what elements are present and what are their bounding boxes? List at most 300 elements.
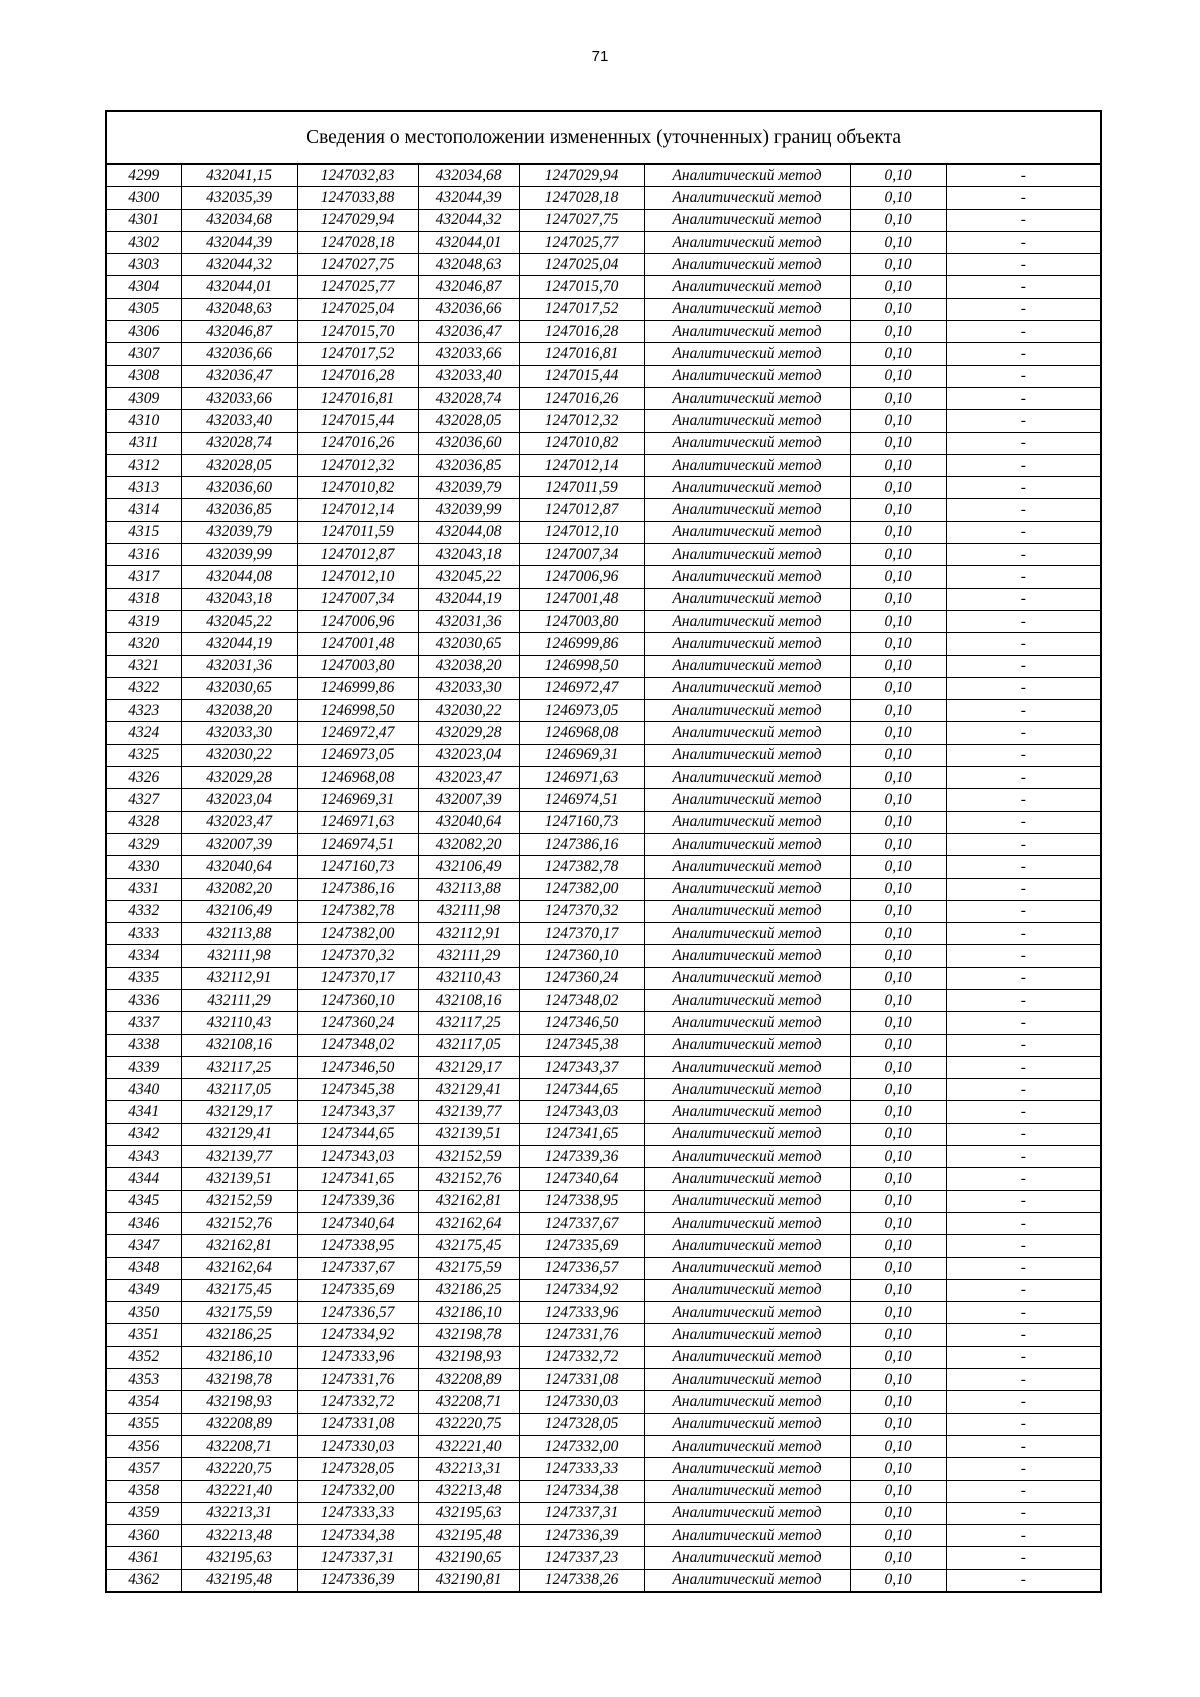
method-cell: Аналитический метод: [644, 164, 850, 187]
description-cell: -: [946, 499, 1101, 521]
point-number-cell: 4332: [106, 900, 181, 922]
accuracy-cell: 0,10: [850, 856, 946, 878]
description-cell: -: [946, 1190, 1101, 1212]
old-x-cell: 432129,41: [181, 1123, 297, 1145]
old-x-cell: 432213,31: [181, 1502, 297, 1524]
point-number-cell: 4299: [106, 164, 181, 187]
new-y-cell: 1246973,05: [519, 700, 644, 722]
table-row: [106, 1279, 1101, 1301]
old-x-cell: 432220,75: [181, 1458, 297, 1480]
accuracy-cell: 0,10: [850, 1391, 946, 1413]
description-cell: -: [946, 1257, 1101, 1279]
description-cell: -: [946, 1369, 1101, 1391]
old-y-cell: 1247331,76: [297, 1369, 418, 1391]
table-row: [106, 1056, 1101, 1078]
method-cell: Аналитический метод: [644, 833, 850, 855]
point-number-cell: 4347: [106, 1235, 181, 1257]
new-y-cell: 1247343,37: [519, 1056, 644, 1078]
old-y-cell: 1247029,94: [297, 209, 418, 231]
table-row: [106, 967, 1101, 989]
point-number-cell: 4302: [106, 231, 181, 253]
new-x-cell: 432113,88: [418, 878, 519, 900]
new-x-cell: 432208,89: [418, 1369, 519, 1391]
method-cell: Аналитический метод: [644, 1257, 850, 1279]
method-cell: Аналитический метод: [644, 923, 850, 945]
new-y-cell: 1247025,77: [519, 231, 644, 253]
point-number-cell: 4343: [106, 1146, 181, 1168]
old-x-cell: 432162,64: [181, 1257, 297, 1279]
old-x-cell: 432195,48: [181, 1569, 297, 1592]
new-x-cell: 432044,19: [418, 588, 519, 610]
old-x-cell: 432030,65: [181, 677, 297, 699]
description-cell: -: [946, 1168, 1101, 1190]
old-y-cell: 1247032,83: [297, 164, 418, 187]
new-x-cell: 432036,47: [418, 321, 519, 343]
description-cell: -: [946, 1346, 1101, 1368]
description-cell: -: [946, 1324, 1101, 1346]
new-y-cell: 1247016,81: [519, 343, 644, 365]
method-cell: Аналитический метод: [644, 1413, 850, 1435]
table-row: [106, 900, 1101, 922]
old-y-cell: 1247001,48: [297, 633, 418, 655]
table-row: [106, 1369, 1101, 1391]
description-cell: -: [946, 566, 1101, 588]
method-cell: Аналитический метод: [644, 900, 850, 922]
new-y-cell: 1247011,59: [519, 477, 644, 499]
old-y-cell: 1247012,87: [297, 544, 418, 566]
new-y-cell: 1247338,26: [519, 1569, 644, 1592]
description-cell: -: [946, 1235, 1101, 1257]
old-x-cell: 432041,15: [181, 164, 297, 187]
accuracy-cell: 0,10: [850, 610, 946, 632]
new-y-cell: 1247335,69: [519, 1235, 644, 1257]
description-cell: -: [946, 365, 1101, 387]
table-row: [106, 321, 1101, 343]
new-y-cell: 1246999,86: [519, 633, 644, 655]
method-cell: Аналитический метод: [644, 945, 850, 967]
point-number-cell: 4324: [106, 722, 181, 744]
method-cell: Аналитический метод: [644, 655, 850, 677]
old-y-cell: 1247328,05: [297, 1458, 418, 1480]
point-number-cell: 4305: [106, 298, 181, 320]
point-number-cell: 4307: [106, 343, 181, 365]
old-y-cell: 1247346,50: [297, 1056, 418, 1078]
table-row: [106, 1079, 1101, 1101]
table-row: [106, 1391, 1101, 1413]
old-x-cell: 432139,77: [181, 1146, 297, 1168]
description-cell: -: [946, 164, 1101, 187]
old-y-cell: 1247336,57: [297, 1302, 418, 1324]
old-x-cell: 432033,30: [181, 722, 297, 744]
new-y-cell: 1247003,80: [519, 610, 644, 632]
new-x-cell: 432028,05: [418, 410, 519, 432]
description-cell: -: [946, 1458, 1101, 1480]
description-cell: -: [946, 231, 1101, 253]
accuracy-cell: 0,10: [850, 1257, 946, 1279]
new-x-cell: 432186,10: [418, 1302, 519, 1324]
point-number-cell: 4353: [106, 1369, 181, 1391]
accuracy-cell: 0,10: [850, 477, 946, 499]
accuracy-cell: 0,10: [850, 1034, 946, 1056]
accuracy-cell: 0,10: [850, 677, 946, 699]
point-number-cell: 4331: [106, 878, 181, 900]
table-row: [106, 477, 1101, 499]
method-cell: Аналитический метод: [644, 1302, 850, 1324]
new-y-cell: 1247338,95: [519, 1190, 644, 1212]
point-number-cell: 4316: [106, 544, 181, 566]
accuracy-cell: 0,10: [850, 254, 946, 276]
new-x-cell: 432036,85: [418, 454, 519, 476]
table-row: [106, 1257, 1101, 1279]
new-y-cell: 1247370,17: [519, 923, 644, 945]
accuracy-cell: 0,10: [850, 164, 946, 187]
point-number-cell: 4360: [106, 1525, 181, 1547]
point-number-cell: 4325: [106, 744, 181, 766]
point-number-cell: 4328: [106, 811, 181, 833]
description-cell: -: [946, 1391, 1101, 1413]
description-cell: -: [946, 1212, 1101, 1234]
old-x-cell: 432186,10: [181, 1346, 297, 1368]
old-x-cell: 432045,22: [181, 610, 297, 632]
table-row: [106, 1168, 1101, 1190]
method-cell: Аналитический метод: [644, 499, 850, 521]
new-x-cell: 432139,51: [418, 1123, 519, 1145]
accuracy-cell: 0,10: [850, 1212, 946, 1234]
old-x-cell: 432029,28: [181, 767, 297, 789]
old-y-cell: 1247339,36: [297, 1190, 418, 1212]
old-y-cell: 1246968,08: [297, 767, 418, 789]
new-x-cell: 432028,74: [418, 387, 519, 409]
table-row: [106, 633, 1101, 655]
old-x-cell: 432175,59: [181, 1302, 297, 1324]
old-x-cell: 432112,91: [181, 967, 297, 989]
accuracy-cell: 0,10: [850, 1101, 946, 1123]
accuracy-cell: 0,10: [850, 655, 946, 677]
accuracy-cell: 0,10: [850, 365, 946, 387]
accuracy-cell: 0,10: [850, 923, 946, 945]
old-x-cell: 432036,60: [181, 477, 297, 499]
description-cell: -: [946, 387, 1101, 409]
description-cell: -: [946, 1502, 1101, 1524]
description-cell: -: [946, 655, 1101, 677]
old-y-cell: 1247025,77: [297, 276, 418, 298]
new-y-cell: 1247007,34: [519, 544, 644, 566]
description-cell: -: [946, 967, 1101, 989]
old-x-cell: 432152,59: [181, 1190, 297, 1212]
new-y-cell: 1247328,05: [519, 1413, 644, 1435]
point-number-cell: 4303: [106, 254, 181, 276]
description-cell: -: [946, 744, 1101, 766]
table-row: [106, 1302, 1101, 1324]
old-x-cell: 432152,76: [181, 1212, 297, 1234]
table-title-row: [106, 111, 1101, 164]
point-number-cell: 4348: [106, 1257, 181, 1279]
method-cell: Аналитический метод: [644, 343, 850, 365]
description-cell: -: [946, 1079, 1101, 1101]
accuracy-cell: 0,10: [850, 1413, 946, 1435]
old-x-cell: 432082,20: [181, 878, 297, 900]
old-y-cell: 1246969,31: [297, 789, 418, 811]
old-y-cell: 1247370,17: [297, 967, 418, 989]
old-y-cell: 1247360,24: [297, 1012, 418, 1034]
old-y-cell: 1247332,72: [297, 1391, 418, 1413]
old-x-cell: 432129,17: [181, 1101, 297, 1123]
method-cell: Аналитический метод: [644, 1369, 850, 1391]
accuracy-cell: 0,10: [850, 1146, 946, 1168]
accuracy-cell: 0,10: [850, 744, 946, 766]
accuracy-cell: 0,10: [850, 432, 946, 454]
old-y-cell: 1247340,64: [297, 1212, 418, 1234]
new-x-cell: 432152,59: [418, 1146, 519, 1168]
new-x-cell: 432190,65: [418, 1547, 519, 1569]
method-cell: Аналитический метод: [644, 677, 850, 699]
table-row: [106, 276, 1101, 298]
new-x-cell: 432152,76: [418, 1168, 519, 1190]
new-x-cell: 432036,60: [418, 432, 519, 454]
new-x-cell: 432030,65: [418, 633, 519, 655]
accuracy-cell: 0,10: [850, 387, 946, 409]
table-row: [106, 432, 1101, 454]
old-y-cell: 1247343,37: [297, 1101, 418, 1123]
new-x-cell: 432023,04: [418, 744, 519, 766]
method-cell: Аналитический метод: [644, 1079, 850, 1101]
new-x-cell: 432213,48: [418, 1480, 519, 1502]
table-row: [106, 521, 1101, 543]
accuracy-cell: 0,10: [850, 1168, 946, 1190]
old-y-cell: 1247333,33: [297, 1502, 418, 1524]
old-x-cell: 432044,32: [181, 254, 297, 276]
new-x-cell: 432030,22: [418, 700, 519, 722]
old-x-cell: 432038,20: [181, 700, 297, 722]
old-y-cell: 1247335,69: [297, 1279, 418, 1301]
old-x-cell: 432139,51: [181, 1168, 297, 1190]
method-cell: Аналитический метод: [644, 187, 850, 209]
new-x-cell: 432198,93: [418, 1346, 519, 1368]
description-cell: -: [946, 544, 1101, 566]
table-row: [106, 499, 1101, 521]
old-y-cell: 1247386,16: [297, 878, 418, 900]
description-cell: -: [946, 677, 1101, 699]
new-y-cell: 1247346,50: [519, 1012, 644, 1034]
table-row: [106, 945, 1101, 967]
old-x-cell: 432028,05: [181, 454, 297, 476]
old-x-cell: 432198,93: [181, 1391, 297, 1413]
boundary-coordinates-table: [105, 110, 1102, 1593]
old-x-cell: 432175,45: [181, 1279, 297, 1301]
old-y-cell: 1246972,47: [297, 722, 418, 744]
table-row: [106, 700, 1101, 722]
new-y-cell: 1247017,52: [519, 298, 644, 320]
accuracy-cell: 0,10: [850, 209, 946, 231]
new-y-cell: 1247332,00: [519, 1435, 644, 1457]
method-cell: Аналитический метод: [644, 1569, 850, 1592]
new-x-cell: 432162,64: [418, 1212, 519, 1234]
old-x-cell: 432208,71: [181, 1435, 297, 1457]
table-row: [106, 923, 1101, 945]
old-x-cell: 432110,43: [181, 1012, 297, 1034]
description-cell: -: [946, 1123, 1101, 1145]
accuracy-cell: 0,10: [850, 1480, 946, 1502]
point-number-cell: 4342: [106, 1123, 181, 1145]
method-cell: Аналитический метод: [644, 588, 850, 610]
old-y-cell: 1247336,39: [297, 1569, 418, 1592]
new-x-cell: 432039,99: [418, 499, 519, 521]
point-number-cell: 4339: [106, 1056, 181, 1078]
description-cell: -: [946, 321, 1101, 343]
new-x-cell: 432036,66: [418, 298, 519, 320]
old-y-cell: 1247016,81: [297, 387, 418, 409]
accuracy-cell: 0,10: [850, 544, 946, 566]
point-number-cell: 4321: [106, 655, 181, 677]
accuracy-cell: 0,10: [850, 878, 946, 900]
table-row: [106, 1569, 1101, 1592]
table-row: [106, 989, 1101, 1011]
new-y-cell: 1246969,31: [519, 744, 644, 766]
point-number-cell: 4319: [106, 610, 181, 632]
new-y-cell: 1247334,92: [519, 1279, 644, 1301]
new-y-cell: 1247382,78: [519, 856, 644, 878]
accuracy-cell: 0,10: [850, 1525, 946, 1547]
old-x-cell: 432036,66: [181, 343, 297, 365]
new-y-cell: 1246971,63: [519, 767, 644, 789]
accuracy-cell: 0,10: [850, 1279, 946, 1301]
new-x-cell: 432112,91: [418, 923, 519, 945]
accuracy-cell: 0,10: [850, 588, 946, 610]
new-y-cell: 1247386,16: [519, 833, 644, 855]
method-cell: Аналитический метод: [644, 1435, 850, 1457]
point-number-cell: 4352: [106, 1346, 181, 1368]
table-body: [106, 164, 1101, 1592]
table-row: [106, 1235, 1101, 1257]
new-y-cell: 1247334,38: [519, 1480, 644, 1502]
old-x-cell: 432106,49: [181, 900, 297, 922]
old-x-cell: 432117,05: [181, 1079, 297, 1101]
new-y-cell: 1247348,02: [519, 989, 644, 1011]
old-x-cell: 432044,08: [181, 566, 297, 588]
point-number-cell: 4308: [106, 365, 181, 387]
new-x-cell: 432031,36: [418, 610, 519, 632]
description-cell: -: [946, 1569, 1101, 1592]
table-row: [106, 387, 1101, 409]
new-x-cell: 432029,28: [418, 722, 519, 744]
new-x-cell: 432082,20: [418, 833, 519, 855]
accuracy-cell: 0,10: [850, 1012, 946, 1034]
description-cell: -: [946, 1480, 1101, 1502]
method-cell: Аналитический метод: [644, 454, 850, 476]
method-cell: Аналитический метод: [644, 1458, 850, 1480]
accuracy-cell: 0,10: [850, 1190, 946, 1212]
new-y-cell: 1247027,75: [519, 209, 644, 231]
method-cell: Аналитический метод: [644, 744, 850, 766]
point-number-cell: 4337: [106, 1012, 181, 1034]
table-row: [106, 254, 1101, 276]
method-cell: Аналитический метод: [644, 432, 850, 454]
new-x-cell: 432208,71: [418, 1391, 519, 1413]
new-x-cell: 432044,01: [418, 231, 519, 253]
point-number-cell: 4349: [106, 1279, 181, 1301]
new-y-cell: 1247336,57: [519, 1257, 644, 1279]
table-row: [106, 789, 1101, 811]
accuracy-cell: 0,10: [850, 1235, 946, 1257]
point-number-cell: 4311: [106, 432, 181, 454]
old-x-cell: 432213,48: [181, 1525, 297, 1547]
table-row: [106, 410, 1101, 432]
old-y-cell: 1247370,32: [297, 945, 418, 967]
new-x-cell: 432162,81: [418, 1190, 519, 1212]
new-x-cell: 432198,78: [418, 1324, 519, 1346]
point-number-cell: 4362: [106, 1569, 181, 1592]
table-row: [106, 878, 1101, 900]
old-y-cell: 1247015,44: [297, 410, 418, 432]
accuracy-cell: 0,10: [850, 700, 946, 722]
new-x-cell: 432046,87: [418, 276, 519, 298]
old-x-cell: 432023,04: [181, 789, 297, 811]
table-row: [106, 588, 1101, 610]
method-cell: Аналитический метод: [644, 967, 850, 989]
new-y-cell: 1246968,08: [519, 722, 644, 744]
new-y-cell: 1247028,18: [519, 187, 644, 209]
accuracy-cell: 0,10: [850, 833, 946, 855]
new-y-cell: 1247370,32: [519, 900, 644, 922]
method-cell: Аналитический метод: [644, 1212, 850, 1234]
old-x-cell: 432033,66: [181, 387, 297, 409]
new-x-cell: 432048,63: [418, 254, 519, 276]
old-y-cell: 1247016,28: [297, 365, 418, 387]
new-y-cell: 1247360,24: [519, 967, 644, 989]
point-number-cell: 4334: [106, 945, 181, 967]
method-cell: Аналитический метод: [644, 410, 850, 432]
description-cell: -: [946, 900, 1101, 922]
method-cell: Аналитический метод: [644, 1190, 850, 1212]
old-y-cell: 1247348,02: [297, 1034, 418, 1056]
description-cell: -: [946, 856, 1101, 878]
description-cell: -: [946, 477, 1101, 499]
description-cell: -: [946, 633, 1101, 655]
point-number-cell: 4330: [106, 856, 181, 878]
table-row: [106, 610, 1101, 632]
accuracy-cell: 0,10: [850, 1302, 946, 1324]
accuracy-cell: 0,10: [850, 789, 946, 811]
old-y-cell: 1247337,67: [297, 1257, 418, 1279]
accuracy-cell: 0,10: [850, 1123, 946, 1145]
new-x-cell: 432186,25: [418, 1279, 519, 1301]
point-number-cell: 4301: [106, 209, 181, 231]
method-cell: Аналитический метод: [644, 1101, 850, 1123]
old-y-cell: 1247007,34: [297, 588, 418, 610]
accuracy-cell: 0,10: [850, 276, 946, 298]
accuracy-cell: 0,10: [850, 499, 946, 521]
accuracy-cell: 0,10: [850, 231, 946, 253]
point-number-cell: 4361: [106, 1547, 181, 1569]
method-cell: Аналитический метод: [644, 365, 850, 387]
accuracy-cell: 0,10: [850, 967, 946, 989]
method-cell: Аналитический метод: [644, 298, 850, 320]
table-row: [106, 187, 1101, 209]
old-x-cell: 432195,63: [181, 1547, 297, 1569]
point-number-cell: 4340: [106, 1079, 181, 1101]
table-row: [106, 1346, 1101, 1368]
old-y-cell: 1247344,65: [297, 1123, 418, 1145]
point-number-cell: 4358: [106, 1480, 181, 1502]
old-x-cell: 432044,19: [181, 633, 297, 655]
accuracy-cell: 0,10: [850, 1324, 946, 1346]
point-number-cell: 4315: [106, 521, 181, 543]
old-y-cell: 1247012,10: [297, 566, 418, 588]
old-y-cell: 1247337,31: [297, 1547, 418, 1569]
method-cell: Аналитический метод: [644, 1279, 850, 1301]
old-x-cell: 432031,36: [181, 655, 297, 677]
new-x-cell: 432106,49: [418, 856, 519, 878]
